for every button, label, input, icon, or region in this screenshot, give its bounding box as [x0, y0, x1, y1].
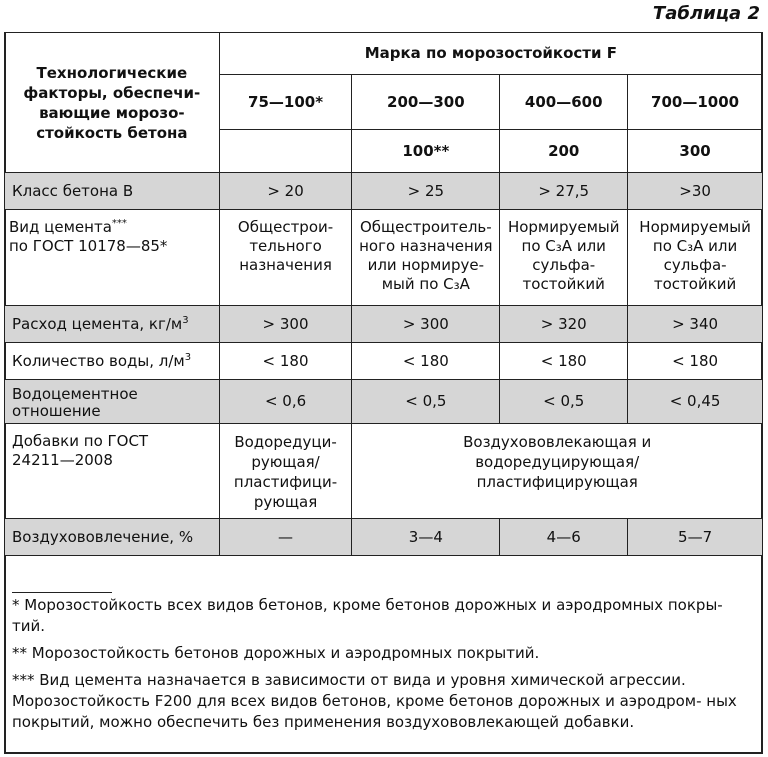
row-label-text: Количество воды, л/м [12, 351, 185, 370]
row-label: Добавки по ГОСТ 24211—2008 [5, 424, 220, 519]
row-label [5, 306, 220, 343]
table-row [5, 380, 763, 424]
row-label-text: Расход цемента, кг/м [12, 314, 183, 333]
cell: < 0,5 [352, 380, 500, 424]
cell: Водоредуци- рующая/ пластифици- рующая [219, 424, 352, 519]
footnote-2: ** Морозостойкость бетонов дорожных и аэродромных покрытий. [12, 644, 540, 662]
grade-col-3: 400—600 [500, 75, 628, 130]
cell: Нормируемый по C₃A или сульфа- тостойкий [628, 210, 763, 306]
cell: < 0,45 [628, 380, 763, 424]
cell: > 320 [500, 306, 628, 343]
row-label-main: Вид цемента [9, 218, 112, 236]
footnote-rule [12, 592, 112, 593]
cell: > 300 [219, 306, 352, 343]
table-row [5, 424, 763, 519]
row-label-line2: по ГОСТ 10178—85* [9, 237, 168, 255]
cell: — [219, 519, 352, 556]
row-label-sup: 3 [182, 314, 189, 326]
factors-header [5, 33, 220, 173]
row-label: Класс бетона В [5, 173, 220, 210]
row-label-sup: *** [111, 218, 127, 229]
table-row [5, 519, 763, 556]
grade-col-2: 200—300 [352, 75, 500, 130]
cell: 3—4 [352, 519, 500, 556]
cell: < 0,5 [500, 380, 628, 424]
cell-merged: Воздухововлекающая и водоредуцирующая/ пластифицирующая [352, 424, 763, 519]
cell: > 27,5 [500, 173, 628, 210]
row-label: Воздухововлечение, % [5, 519, 220, 556]
frost-resistance-table [4, 32, 763, 556]
cell: < 180 [628, 343, 763, 380]
table-row [5, 306, 763, 343]
subgrade-col-3: 200 [500, 130, 628, 173]
row-label: Водоцементное отношение [5, 380, 220, 424]
grade-col-4: 700—1000 [628, 75, 763, 130]
footnotes [12, 592, 752, 739]
subgrade-col-4: 300 [628, 130, 763, 173]
footnote-3: *** Вид цемента назначается в зависимости от вида и уровня химической агрессии. [12, 671, 686, 689]
cell: > 25 [352, 173, 500, 210]
table-row [5, 210, 763, 306]
subgrade-col-2: 100** [352, 130, 500, 173]
factors-header-text: Технологические факторы, обеспечи- вающие морозо- стойкость бетона [23, 63, 201, 142]
footnote-1: * Морозостойкость всех видов бетонов, кроме бетонов дорожных и аэродромных покры- тий. [12, 596, 723, 635]
cell: 5—7 [628, 519, 763, 556]
cell: > 300 [352, 306, 500, 343]
cell: < 180 [500, 343, 628, 380]
grade-header: Марка по морозостойкости F [219, 33, 762, 75]
cell: >30 [628, 173, 763, 210]
footnote-4: Морозостойкость F200 для всех видов бетонов, кроме бетонов дорожных и аэродром- ных покрытий, можно обеспечить без применения воздухововлекающей добавки. [12, 692, 737, 731]
table-row [5, 343, 763, 380]
cell: < 180 [219, 343, 352, 380]
cell: < 180 [352, 343, 500, 380]
cell: > 20 [219, 173, 352, 210]
grade-col-1: 75—100* [219, 75, 352, 130]
row-label-sup: 3 [184, 351, 192, 363]
row-label [5, 343, 220, 380]
cell: Общестроитель- ного назначения или нормируе- мый по C₃A [352, 210, 500, 306]
table-row [5, 173, 763, 210]
cell: 4—6 [500, 519, 628, 556]
cell: < 0,6 [219, 380, 352, 424]
cell: Общестрои- тельного назначения [219, 210, 352, 306]
table-caption: Таблица 2 [652, 3, 760, 24]
subgrade-col-1 [219, 130, 352, 173]
cell: > 340 [628, 306, 763, 343]
cell: Нормируемый по C₃A или сульфа- тостойкий [500, 210, 628, 306]
row-label [5, 210, 220, 306]
